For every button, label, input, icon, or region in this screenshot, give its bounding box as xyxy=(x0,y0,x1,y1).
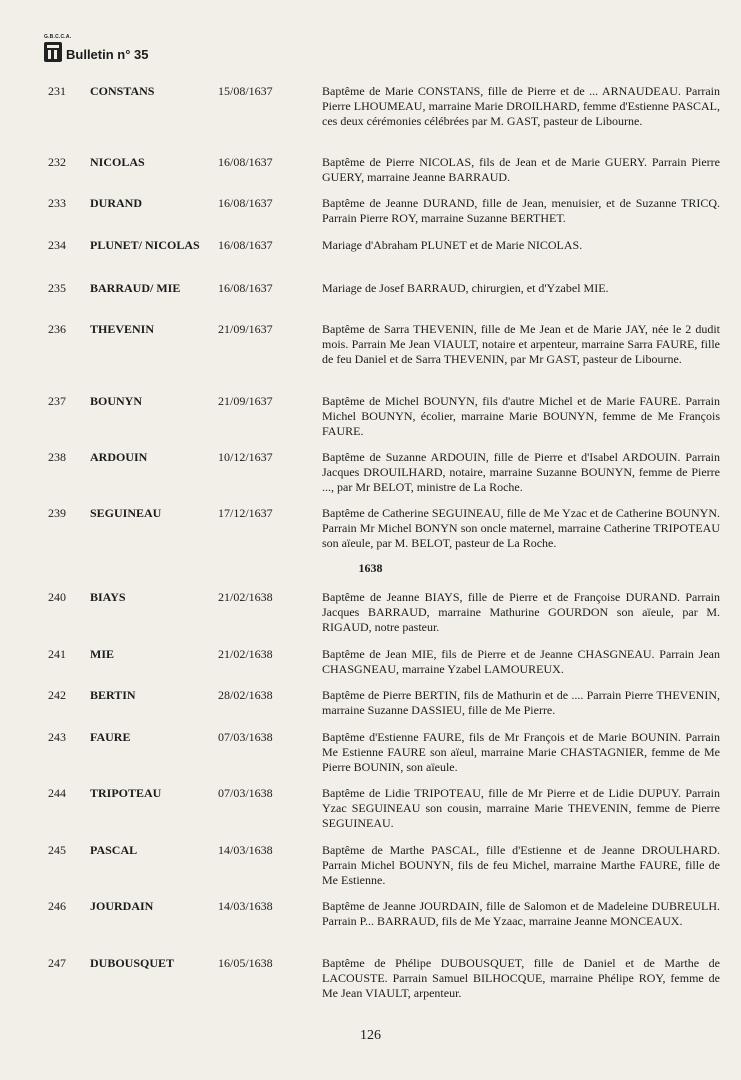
entry-number: 240 xyxy=(48,590,66,604)
entry-date: 21/09/1637 xyxy=(218,322,273,336)
entry-surname: THEVENIN xyxy=(90,322,155,336)
entry-surname: CONSTANS xyxy=(90,84,155,98)
entry-number: 232 xyxy=(48,155,66,169)
entry-date: 17/12/1637 xyxy=(218,506,273,520)
entry-number: 244 xyxy=(48,786,66,800)
entry-surname: BARRAUD/ MIE xyxy=(90,281,181,295)
entry-date: 21/09/1637 xyxy=(218,394,273,408)
entry-number: 247 xyxy=(48,956,66,970)
entry-number: 237 xyxy=(48,394,66,408)
entry-date: 14/03/1638 xyxy=(218,843,273,857)
entry-number: 231 xyxy=(48,84,66,98)
entry-surname: BERTIN xyxy=(90,688,136,702)
entry-description: Baptême d'Estienne FAURE, fils de Mr François et de Marie BOUNIN. Parrain Me Estienne FAURE son aïeul, marraine Marie CHASTAGNIER, femme de Me Pierre BOUNIN, son aïeule. xyxy=(322,730,720,774)
entry-surname: DUBOUSQUET xyxy=(90,956,175,970)
entry-description: Baptême de Pierre BERTIN, fils de Mathurin et de .... Parrain Pierre THEVENIN, marraine Suzanne DASSIEU, fille de Me Pierre. xyxy=(322,688,720,717)
entry-description: Baptême de Jean MIE, fils de Pierre et de Jeanne CHASGNEAU. Parrain Jean CHASGNEAU, marraine Yzabel LAMOUREUX. xyxy=(322,647,720,676)
entry-date: 21/02/1638 xyxy=(218,647,273,661)
entry-surname: TRIPOTEAU xyxy=(90,786,162,800)
entry-number: 234 xyxy=(48,238,66,252)
entry-number: 241 xyxy=(48,647,66,661)
entry-description: Baptême de Catherine SEGUINEAU, fille de Me Yzac et de Catherine BOUNYN. Parrain Mr Michel BONYN son oncle maternel, marraine Catherine TRIPOTEAU son aïeule, par M. BELOT, pasteur de La Roche. xyxy=(322,506,720,550)
entry-surname: ARDOUIN xyxy=(90,450,148,464)
entry-surname: DURAND xyxy=(90,196,142,210)
entry-description: Baptême de Marthe PASCAL, fille d'Estienne et de Jeanne DROULHARD. Parrain Michel BOUNYN, fils de feu Michel, marraine Marthe FAURE, fille de Me Estienne. xyxy=(322,843,720,887)
entry-date: 16/08/1637 xyxy=(218,196,273,210)
entry-number: 233 xyxy=(48,196,66,210)
entry-surname: FAURE xyxy=(90,730,131,744)
entry-description: Mariage de Josef BARRAUD, chirurgien, et d'Yzabel MIE. xyxy=(322,281,609,295)
entry-description: Baptême de Jeanne BIAYS, fille de Pierre et de Françoise DURAND. Parrain Jacques BARRAUD, marraine Mathurine GOURDON son aïeule, par M. RIGAUD, notre pasteur. xyxy=(322,590,720,634)
entry-description: Baptême de Lidie TRIPOTEAU, fille de Mr Pierre et de Lidie DUPUY. Parrain Yzac SEGUINEAU son cousin, marraine Marie THEVENIN, femme de Pierre SEGUINEAU. xyxy=(322,786,720,830)
entry-number: 239 xyxy=(48,506,66,520)
entry-description: Baptême de Jeanne JOURDAIN, fille de Salomon et de Madeleine DUBREULH. Parrain P... BARRAUD, fils de Me Yzaac, marraine Jeanne MONCEAUX. xyxy=(322,899,720,928)
entry-surname: PLUNET/ NICOLAS xyxy=(90,238,200,252)
entry-date: 21/02/1638 xyxy=(218,590,273,604)
entry-surname: PASCAL xyxy=(90,843,138,857)
entry-description: Baptême de Phélipe DUBOUSQUET, fille de Daniel et de Marthe de LACOUSTE. Parrain Samuel BILHOCQUE, marraine Phélipe ROY, femme de Me Jean VIAULT, arpenteur. xyxy=(322,956,720,1000)
entry-surname: MIE xyxy=(90,647,114,661)
entry-date: 10/12/1637 xyxy=(218,450,273,464)
bulletin-title: Bulletin n° 35 xyxy=(66,47,149,62)
entry-date: 16/08/1637 xyxy=(218,238,273,252)
entry-date: 28/02/1638 xyxy=(218,688,273,702)
entry-date: 16/08/1637 xyxy=(218,281,273,295)
entry-description: Baptême de Sarra THEVENIN, fille de Me Jean et de Marie JAY, née le 2 dudit mois. Parrain Me Jean VIAULT, notaire et arpenteur, marraine Sarra FAURE, fille de feu Daniel et de Sarra THEVENIN, par Mr GAST, pasteur de Libourne. xyxy=(322,322,720,366)
entry-number: 245 xyxy=(48,843,66,857)
entry-number: 238 xyxy=(48,450,66,464)
entry-number: 236 xyxy=(48,322,66,336)
entry-number: 243 xyxy=(48,730,66,744)
page-number: 126 xyxy=(360,1028,381,1043)
entry-description: Mariage d'Abraham PLUNET et de Marie NICOLAS. xyxy=(322,238,583,252)
entry-surname: BIAYS xyxy=(90,590,126,604)
entry-surname: BOUNYN xyxy=(90,394,143,408)
entry-surname: JOURDAIN xyxy=(90,899,154,913)
entry-number: 242 xyxy=(48,688,66,702)
entry-date: 16/08/1637 xyxy=(218,155,273,169)
entry-date: 15/08/1637 xyxy=(218,84,273,98)
entry-number: 235 xyxy=(48,281,66,295)
entry-date: 07/03/1638 xyxy=(218,730,273,744)
entry-date: 16/05/1638 xyxy=(218,956,273,970)
entry-date: 07/03/1638 xyxy=(218,786,273,800)
logo-text: G.B.C.C.A. xyxy=(44,34,72,40)
entry-number: 246 xyxy=(48,899,66,913)
entry-description: Baptême de Michel BOUNYN, fils d'autre Michel et de Marie FAURE. Parrain Michel BOUNYN, écolier, marraine Marie BOUNYN, femme de Me François FAURE. xyxy=(322,394,720,438)
entry-description: Baptême de Pierre NICOLAS, fils de Jean et de Marie GUERY. Parrain Pierre GUERY, marraine Jeanne BARRAUD. xyxy=(322,155,720,184)
entry-description: Baptême de Marie CONSTANS, fille de Pierre et de ... ARNAUDEAU. Parrain Pierre LHOUMEAU, marraine Marie DROILHARD, femme d'Estienne PASCAL, ces deux cérémonies célébrées par M. GAST, pasteur de Libourne. xyxy=(322,84,720,128)
entry-description: Baptême de Jeanne DURAND, fille de Jean, menuisier, et de Suzanne TRICQ. Parrain Pierre ROY, marraine Suzanne BERTHET. xyxy=(322,196,720,225)
year-separator: 1638 xyxy=(358,561,383,575)
entry-surname: NICOLAS xyxy=(90,155,145,169)
entry-surname: SEGUINEAU xyxy=(90,506,162,520)
entry-description: Baptême de Suzanne ARDOUIN, fille de Pierre et d'Isabel ARDOUIN. Parrain Jacques DROUILHARD, notaire, marraine Suzanne BOUNYN, femme de Pierre ..., par Mr BELOT, ministre de La Roche. xyxy=(322,450,720,494)
entry-date: 14/03/1638 xyxy=(218,899,273,913)
